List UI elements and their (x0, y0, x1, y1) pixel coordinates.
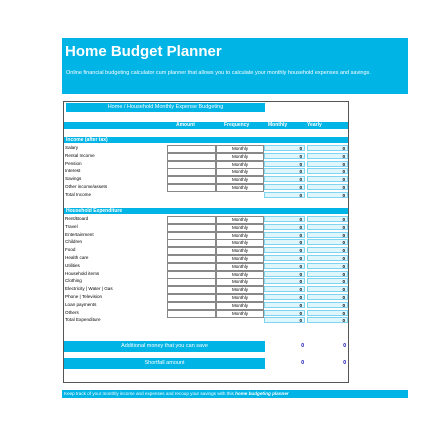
row-label: Travel (65, 223, 78, 229)
row-label: Interest (65, 168, 81, 174)
table-row (64, 223, 348, 231)
table-row (64, 238, 348, 246)
savings-summary-label: Additional money that you can save (64, 341, 265, 352)
frequency-select[interactable]: Monthly (216, 184, 264, 192)
yearly-value: 0 (307, 278, 348, 284)
yearly-value: 0 (307, 145, 348, 151)
row-label: Rent/Board (65, 216, 89, 221)
monthly-value: 0 (264, 255, 305, 261)
header-banner (62, 38, 408, 94)
page-title: Home Budget Planner (65, 43, 222, 60)
monthly-value: 0 (264, 286, 305, 292)
row-label: Rental Income (65, 152, 95, 158)
row-label: Utilities (65, 262, 80, 268)
row-label: Health care (65, 255, 89, 260)
frequency-select[interactable]: Monthly (216, 263, 264, 271)
yearly-value: 0 (307, 168, 348, 174)
column-header-amount: Amount (176, 122, 195, 128)
monthly-value: 0 (264, 216, 305, 222)
monthly-value: 0 (264, 145, 305, 151)
monthly-value: 0 (264, 224, 305, 230)
table-row (64, 254, 348, 262)
yearly-value: 0 (307, 184, 348, 190)
table-row (64, 246, 348, 254)
monthly-value: 0 (264, 184, 305, 190)
monthly-value: 0 (264, 271, 305, 277)
frequency-select[interactable]: Monthly (216, 224, 264, 232)
table-row (64, 309, 348, 317)
frequency-select[interactable]: Monthly (216, 310, 264, 318)
yearly-value: 0 (307, 232, 348, 238)
table-row (64, 262, 348, 270)
row-label: Phone | Television (65, 294, 103, 299)
yearly-value: 0 (307, 255, 348, 261)
frequency-select[interactable]: Monthly (216, 161, 264, 169)
table-row (64, 152, 348, 160)
table-row (64, 293, 348, 301)
monthly-value: 0 (264, 176, 305, 182)
shortfall-yearly-value: 0 (343, 360, 346, 366)
row-label: Electricity | Water | Gas (65, 286, 113, 292)
yearly-value: 0 (307, 310, 348, 316)
frequency-select[interactable]: Monthly (216, 145, 264, 153)
footer-text: Keep track of your monthly income and expenses and recoup your savings with this (64, 391, 236, 396)
table-row (64, 285, 348, 293)
yearly-value: 0 (307, 302, 348, 308)
total-monthly-value: 0 (264, 192, 305, 198)
yearly-value: 0 (307, 263, 348, 269)
monthly-value: 0 (264, 161, 305, 167)
table-row (64, 215, 348, 223)
yearly-value: 0 (307, 247, 348, 253)
frequency-select[interactable]: Monthly (216, 216, 264, 224)
frequency-select[interactable]: Monthly (216, 286, 264, 294)
yearly-value: 0 (307, 161, 348, 167)
row-label: Others (65, 309, 79, 315)
shortfall-summary-label: Shortfall amount (64, 358, 265, 369)
table-row (64, 167, 348, 175)
monthly-value: 0 (264, 310, 305, 316)
yearly-value: 0 (307, 294, 348, 300)
monthly-value: 0 (264, 168, 305, 174)
table-row (64, 144, 348, 152)
monthly-value: 0 (264, 239, 305, 245)
row-label: Salary (65, 145, 79, 150)
yearly-value: 0 (307, 239, 348, 245)
table-row (64, 160, 348, 168)
row-label: Food (65, 247, 76, 253)
row-label: Savings (65, 176, 82, 182)
yearly-value: 0 (307, 271, 348, 277)
frequency-select[interactable]: Monthly (216, 278, 264, 286)
table-row (64, 183, 348, 191)
yearly-value: 0 (307, 286, 348, 292)
budget-sheet (63, 101, 349, 383)
monthly-value: 0 (264, 247, 305, 253)
table-row (64, 175, 348, 183)
frequency-select[interactable]: Monthly (216, 176, 264, 184)
table-row (64, 277, 348, 285)
expenditure-section-header (64, 208, 348, 214)
page-subtitle: Online financial budgeting calculator cum planner that allows you to calculate your monthly household expenses and savings. (66, 70, 371, 76)
column-header-monthly: Monthly (268, 122, 288, 128)
yearly-value: 0 (307, 216, 348, 222)
total-label: Total Expenditure (65, 317, 101, 323)
row-label: Other income/assets (65, 184, 108, 189)
table-row (64, 270, 348, 278)
row-label: Clothing (65, 278, 82, 284)
row-label: Children (65, 239, 83, 245)
total-row (64, 316, 348, 324)
savings-yearly-value: 0 (343, 343, 346, 349)
yearly-value: 0 (307, 176, 348, 182)
frequency-select[interactable]: Monthly (216, 271, 264, 279)
frequency-select[interactable]: Monthly (216, 302, 264, 310)
footer-bar (62, 390, 408, 398)
row-label: Loan payments (65, 301, 97, 307)
row-label: Entertainment (65, 231, 94, 237)
monthly-value: 0 (264, 294, 305, 300)
total-monthly-value: 0 (264, 317, 305, 323)
total-label: Total Income (65, 191, 92, 197)
total-yearly-value: 0 (307, 317, 348, 323)
expenditure-heading: Household Expenditure (66, 208, 123, 214)
frequency-select[interactable]: Monthly (216, 168, 264, 176)
table-row (64, 231, 348, 239)
frequency-select[interactable]: Monthly (216, 255, 264, 263)
yearly-value: 0 (307, 153, 348, 159)
column-header-row (64, 122, 348, 129)
shortfall-monthly-value: 0 (301, 360, 304, 366)
yearly-value: 0 (307, 224, 348, 230)
monthly-value: 0 (264, 302, 305, 308)
frequency-select[interactable]: Monthly (216, 247, 264, 255)
monthly-value: 0 (264, 263, 305, 269)
total-yearly-value: 0 (307, 192, 348, 198)
savings-monthly-value: 0 (301, 343, 304, 349)
monthly-value: 0 (264, 278, 305, 284)
income-heading: Income (after tax) (66, 137, 108, 143)
row-label: Household items (65, 270, 100, 276)
column-header-yearly: Yearly (307, 122, 322, 128)
sheet-title: Home / Household Monthly Expense Budgeting (66, 103, 265, 112)
total-row (64, 191, 348, 199)
row-label: Pension (65, 160, 82, 166)
frequency-select[interactable]: Monthly (216, 232, 264, 240)
monthly-value: 0 (264, 232, 305, 238)
footer-emphasis: home budgeting planner (235, 391, 289, 396)
monthly-value: 0 (264, 153, 305, 159)
income-section-header (64, 137, 348, 143)
frequency-select[interactable]: Monthly (216, 239, 264, 247)
column-header-frequency: Frequency (224, 122, 250, 128)
frequency-select[interactable]: Monthly (216, 153, 264, 161)
frequency-select[interactable]: Monthly (216, 294, 264, 302)
table-row (64, 301, 348, 309)
